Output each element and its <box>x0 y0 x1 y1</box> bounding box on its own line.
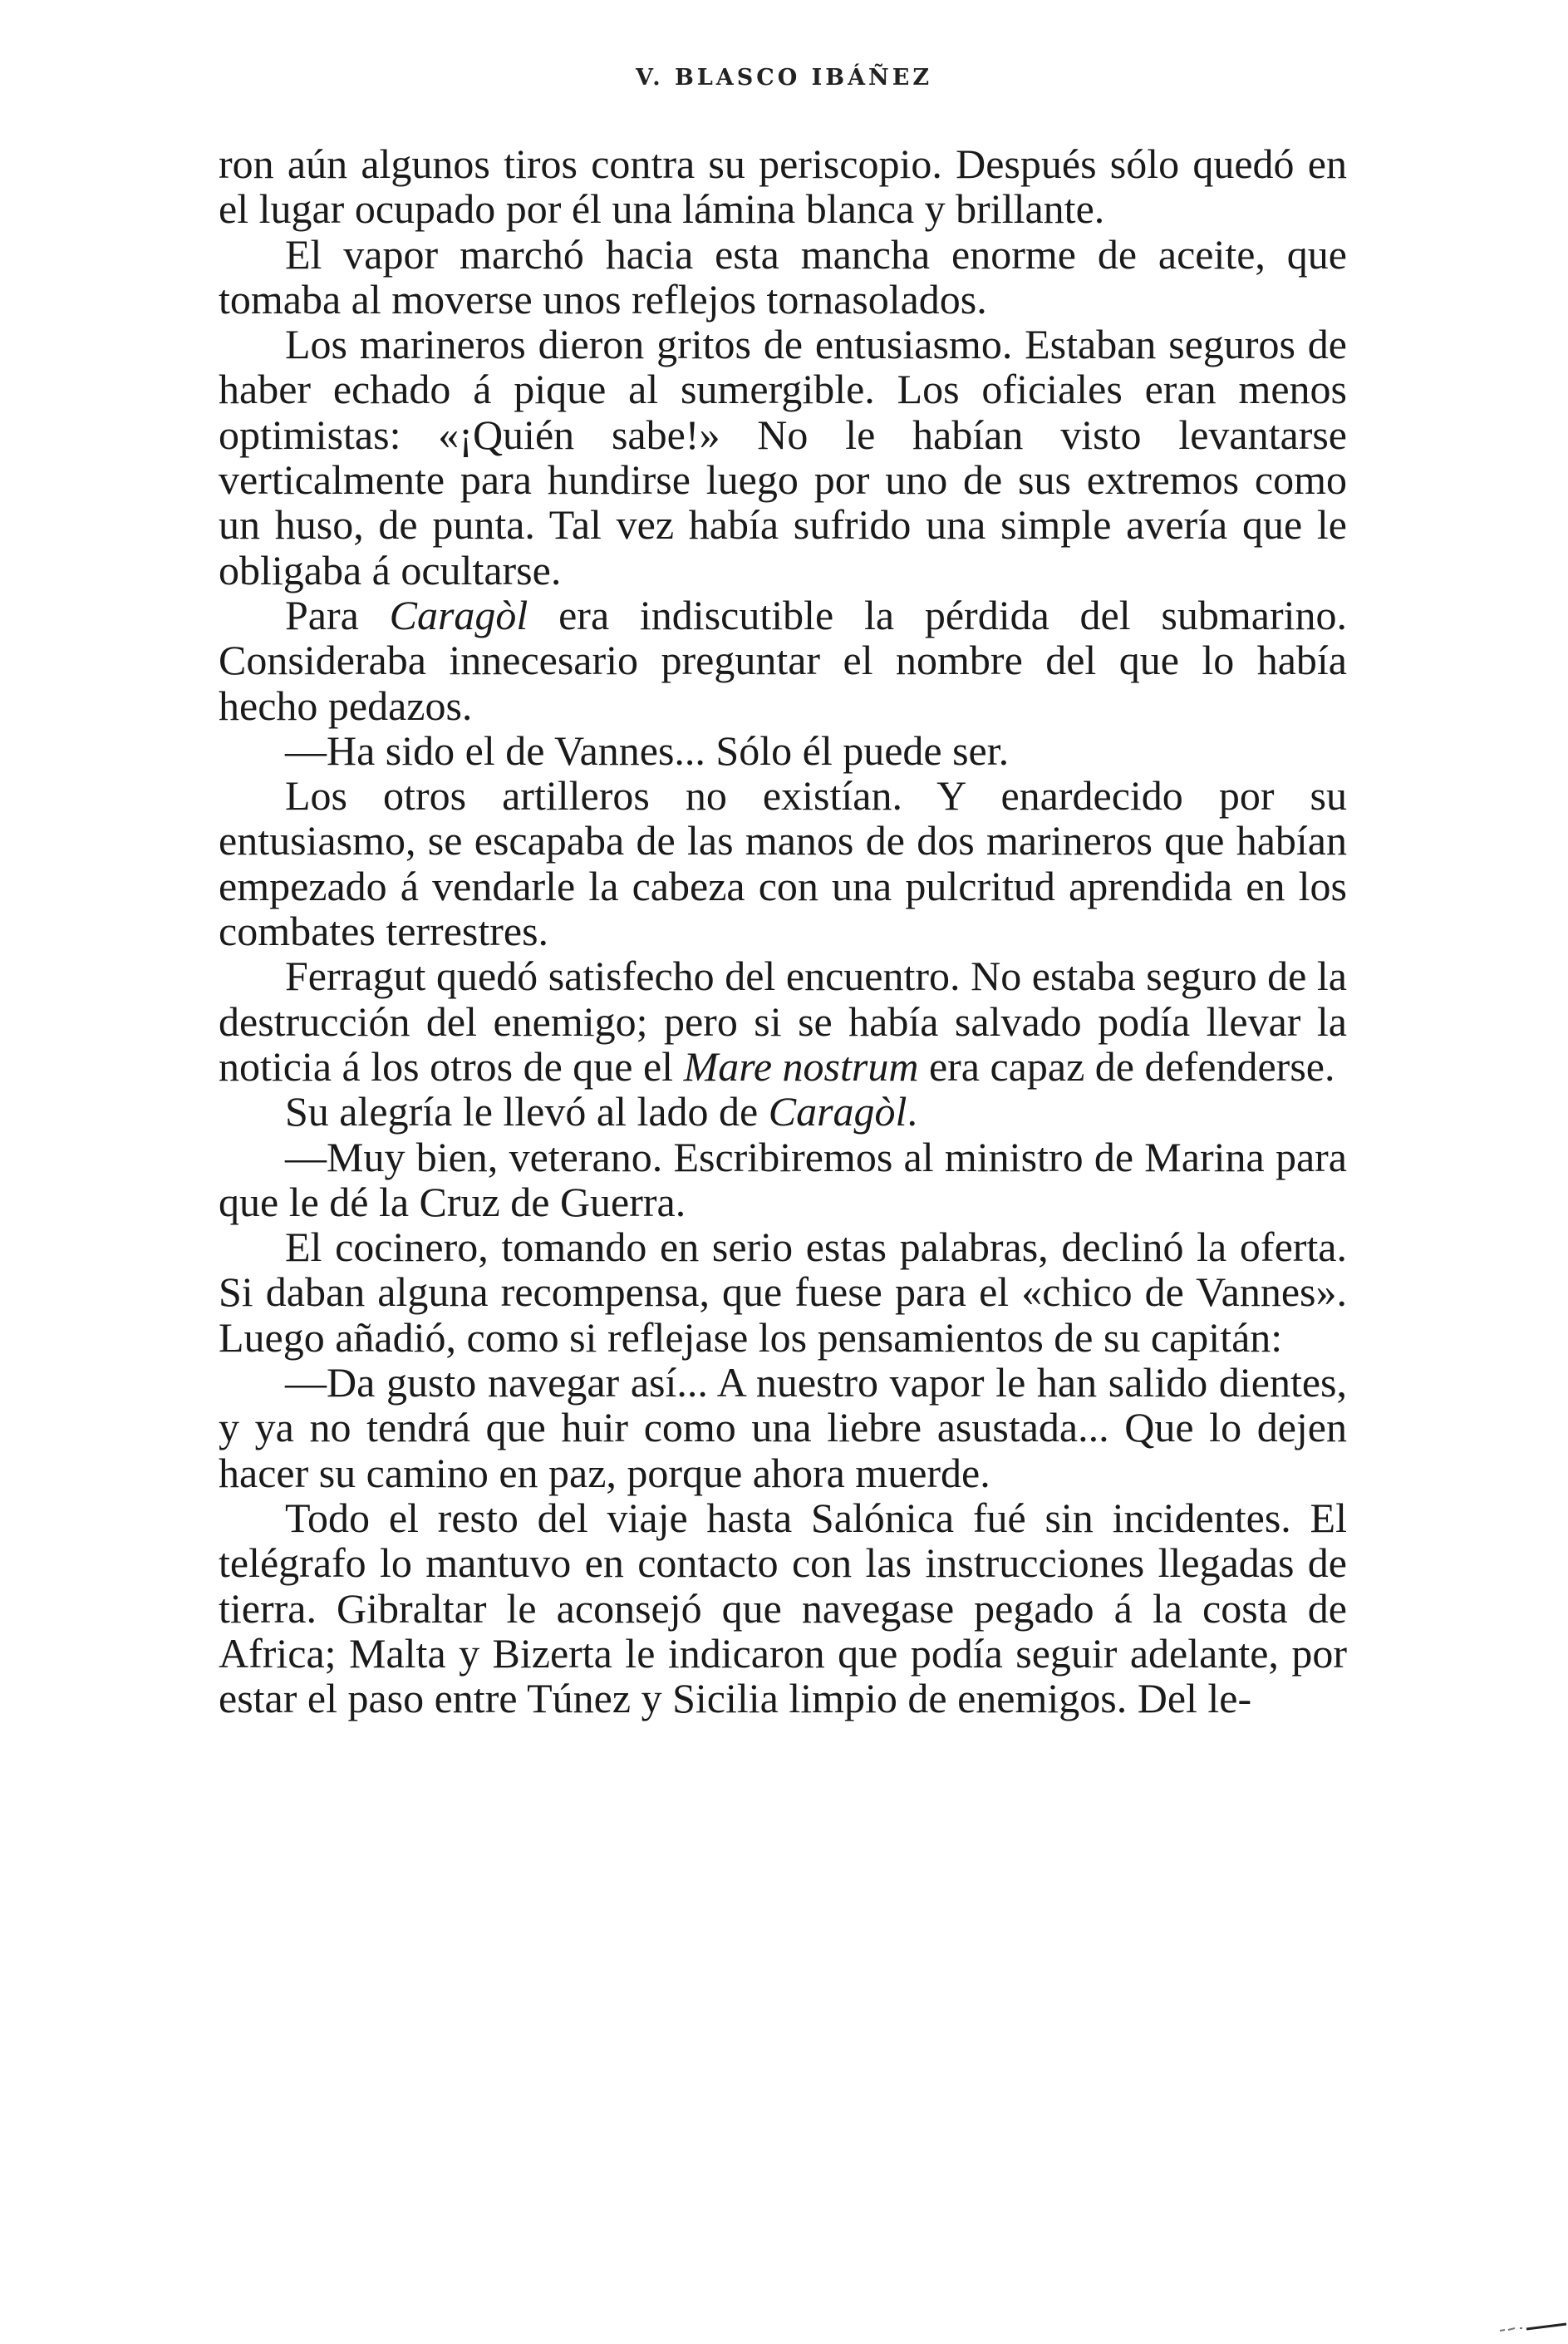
scan-mark-dots <box>1500 2328 1522 2331</box>
scan-marks <box>1402 2278 1568 2344</box>
paragraph <box>219 1089 1347 1134</box>
paragraph: El vapor marchó hacia esta mancha enorme de aceite, que tomaba al moverse unos reflejos tornasolados. <box>219 230 1347 323</box>
text-span: era indiscutible la pérdida del submarino. Consideraba innecesario preguntar el nombre del que lo había hecho pedazos. <box>219 591 1348 729</box>
text-span: era capaz de defenderse. <box>918 1042 1335 1090</box>
scan-mark-stroke <box>1526 2324 1566 2329</box>
paragraph: El cocinero, tomando en serio estas palabras, declinó la oferta. Si daban alguna recompensa, que fuese para el «chico de Vannes». Luego añadió, como si reflejase los pensamientos de su capitán: <box>219 1224 1347 1361</box>
italic-name: Caragòl <box>768 1088 907 1135</box>
dialogue-line: —Ha sido el de Vannes... Sólo él puede ser. <box>285 726 1010 774</box>
text-span: Para <box>285 591 390 638</box>
running-header: V. BLASCO IBÁÑEZ <box>635 65 933 91</box>
dialogue-line: —Muy bien, veterano. Escribiremos al ministro de Marina para que le dé la Cruz de Guerra. <box>219 1133 1347 1225</box>
text-span: Ferragut quedó satisfecho del encuentro. No estaba seguro de la destrucción del enemigo; pero si se había salvado podía llevar la noticia á los otros de que el <box>219 953 1347 1090</box>
paragraph <box>219 593 1347 728</box>
paragraph: Los otros artilleros no existían. Y enardecido por su entusiasmo, se escapaba de las manos de dos marineros que habían empezado á vendarle la cabeza con una pulcritud aprendida en los combates terrestres. <box>219 772 1347 955</box>
dialogue-line: —Da gusto navegar así... A nuestro vapor le han salido dientes, y ya no tendrá que huir como una liebre asustada... Que lo dejen hacer su camino en paz, porque ahora muerde. <box>219 1359 1347 1496</box>
paragraph: Todo el resto del viaje hasta Salónica fué sin incidentes. El telégrafo lo mantuvo en contacto con las instrucciones llegadas de tierra. Gibraltar le aconsejó que navegase pegado á la costa de Africa; Malta y Bizerta le indicaron que podía seguir adelante, por estar el paso entre Túnez y Sicilia limpio de enemigos. Del le- <box>219 1494 1347 1722</box>
paragraph <box>219 953 1347 1089</box>
body-text <box>219 141 1347 1721</box>
text-span: Su alegría le llevó al lado de <box>285 1088 769 1135</box>
text-span: . <box>907 1088 917 1135</box>
paragraph: Los marineros dieron gritos de entusiasmo. Estaban seguros de haber echado á pique al sumergible. Los oficiales eran menos optimistas: «¡Quién sabe!» No le habían visto levantarse verticalmente para hundirse luego por uno de sus extremos como un huso, de punta. Tal vez había sufrido una simple avería que le obligaba á ocultarse. <box>219 321 1347 593</box>
italic-ship-name: Mare nostrum <box>683 1042 919 1090</box>
paragraph-continuation: ron aún algunos tiros contra su periscopio. Después sólo quedó en el lugar ocupado por él una lámina blanca y brillante. <box>219 140 1347 233</box>
italic-name: Caragòl <box>389 591 528 638</box>
